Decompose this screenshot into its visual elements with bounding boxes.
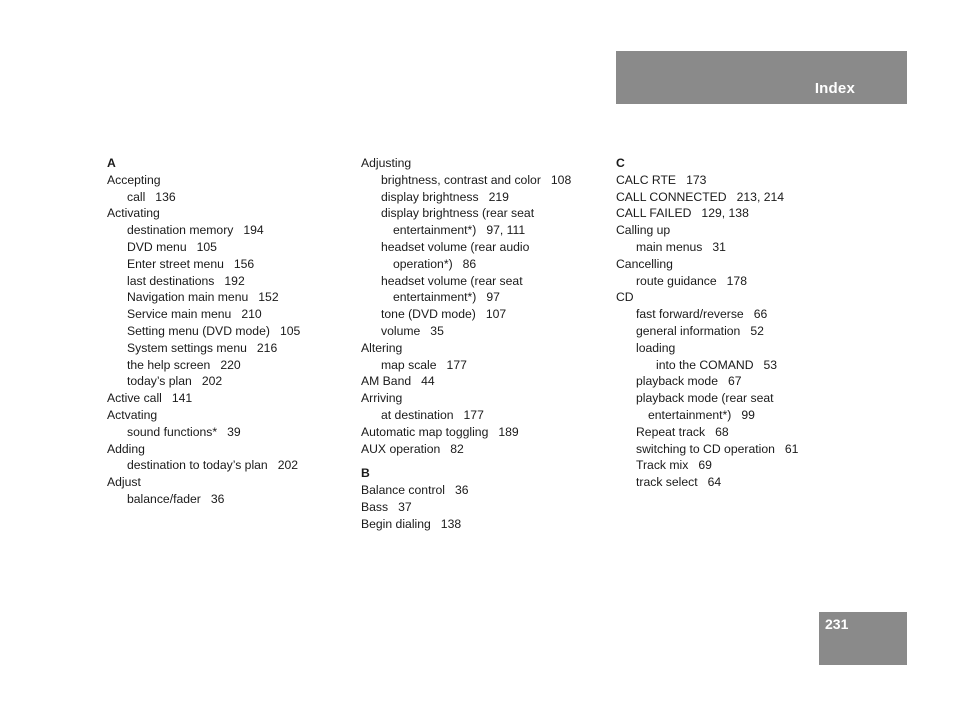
index-column-2 <box>361 155 606 533</box>
index-entry-text: Arriving <box>361 391 403 406</box>
index-entry-text: Begin dialing <box>361 516 431 531</box>
index-subentry <box>616 357 876 374</box>
index-entry <box>107 441 347 458</box>
index-entry-text: route guidance <box>636 273 717 288</box>
index-subentry <box>616 457 876 474</box>
index-entry-text: Bass <box>361 499 389 514</box>
index-subentry <box>107 373 347 390</box>
index-entry <box>107 474 347 491</box>
index-entry-text: destination memory <box>127 223 234 238</box>
index-page-ref: 192 <box>224 273 245 288</box>
index-entry <box>361 499 606 516</box>
index-page-ref: 68 <box>715 424 729 439</box>
section-gap <box>361 457 606 465</box>
index-subentry <box>616 340 876 357</box>
index-entry <box>361 155 606 172</box>
index-subentry <box>107 424 347 441</box>
index-subentry <box>107 357 347 374</box>
index-page-ref: 194 <box>243 223 264 238</box>
index-entry-text: call <box>127 189 146 204</box>
index-subentry <box>616 407 876 424</box>
index-entry-text: balance/fader <box>127 491 201 506</box>
index-entry-text: track select <box>636 475 698 490</box>
index-subentry <box>107 222 347 239</box>
index-page-ref: 189 <box>498 424 519 439</box>
index-entry-text: Adjusting <box>361 156 412 170</box>
index-page-ref: 105 <box>196 239 217 254</box>
index-page-ref: 210 <box>241 307 262 322</box>
index-entry-text: AM Band <box>361 374 412 389</box>
index-page-ref: 177 <box>446 357 467 372</box>
index-subentry <box>107 457 347 474</box>
index-entry <box>361 373 606 390</box>
index-page-ref: 53 <box>763 357 778 372</box>
index-subentry <box>361 273 606 290</box>
page-number-box <box>819 612 907 665</box>
index-page-ref: 36 <box>455 483 469 498</box>
index-entry-text: fast forward/reverse <box>636 307 744 322</box>
index-entry <box>361 482 606 499</box>
index-subentry <box>616 239 876 256</box>
index-entry-text: map scale <box>381 357 437 372</box>
index-page-ref: 129, 138 <box>701 206 749 221</box>
index-subentry <box>361 289 606 306</box>
index-subentry <box>616 306 876 323</box>
index-entry <box>616 189 876 206</box>
index-entry-text: Calling up <box>616 223 671 238</box>
index-subentry <box>361 172 606 189</box>
index-entry-text: display brightness <box>381 189 479 204</box>
index-page-ref: 86 <box>462 256 477 271</box>
index-page-ref: 152 <box>258 290 279 305</box>
index-page-ref: 219 <box>488 189 509 204</box>
index-subentry <box>616 441 876 458</box>
page-number: 231 <box>825 616 849 632</box>
index-entry-text: Setting menu (DVD mode) <box>127 323 270 338</box>
index-entry-text: destination to today’s plan <box>127 458 268 473</box>
index-subentry <box>616 424 876 441</box>
index-entry-text: Adjust <box>107 475 141 490</box>
index-page-ref: 99 <box>741 407 755 422</box>
index-page-ref: 138 <box>440 516 462 531</box>
index-page-ref: 37 <box>398 499 412 514</box>
index-page-ref: 177 <box>463 407 484 422</box>
index-column-1 <box>107 155 347 508</box>
index-subentry <box>107 189 347 206</box>
index-subentry <box>361 256 606 273</box>
index-page-ref: 202 <box>277 458 299 473</box>
index-subentry <box>616 323 876 340</box>
index-page-ref: 105 <box>279 323 301 338</box>
index-subentry <box>361 323 606 340</box>
index-entry <box>361 441 606 458</box>
index-entry <box>361 340 606 357</box>
index-entry <box>616 222 876 239</box>
index-entry-text: AUX operation <box>361 441 441 456</box>
index-entry-text: tone (DVD mode) <box>381 307 476 322</box>
index-entry-text: into the COMAND <box>656 357 754 372</box>
index-page-ref: 52 <box>750 323 764 338</box>
index-entry <box>616 172 876 189</box>
index-entry-text: the help screen <box>127 357 211 372</box>
index-subentry <box>107 256 347 273</box>
index-entry <box>361 516 606 533</box>
index-page-ref: 136 <box>155 189 176 204</box>
index-page-ref: 66 <box>753 307 768 322</box>
index-entry-text: Navigation main menu <box>127 290 249 305</box>
index-page-ref: 64 <box>707 475 722 490</box>
index-entry-text: Automatic map toggling <box>361 424 489 439</box>
index-entry-text: Balance control <box>361 483 446 498</box>
index-subentry <box>107 289 347 306</box>
header-title: Index <box>814 80 855 97</box>
index-subentry <box>616 373 876 390</box>
index-subentry <box>107 340 347 357</box>
index-page-ref: 220 <box>220 357 241 372</box>
index-subentry <box>107 323 347 340</box>
index-subentry <box>361 239 606 256</box>
index-page-ref: 61 <box>784 441 799 456</box>
index-entry-text: headset volume (rear seat <box>381 273 523 288</box>
index-page-ref: 44 <box>421 374 435 389</box>
index-entry-text: CD <box>616 290 634 305</box>
index-page-ref: 67 <box>727 374 742 389</box>
index-entry-text: Active call <box>107 391 162 406</box>
index-page-ref: 97, 111 <box>486 223 526 238</box>
index-entry-text: main menus <box>636 239 703 254</box>
index-subentry <box>616 390 876 407</box>
index-page-ref: 82 <box>450 441 464 456</box>
index-page-ref: 108 <box>550 172 572 187</box>
index-entry-text: CALL FAILED <box>616 206 692 221</box>
index-entry-text: Altering <box>361 340 403 355</box>
index-subentry <box>107 239 347 256</box>
index-entry-text: Adding <box>107 441 145 456</box>
index-entry-text: operation*) <box>393 256 453 271</box>
index-entry-text: Service main menu <box>127 307 232 322</box>
index-entry-text: last destinations <box>127 273 215 288</box>
index-subentry <box>107 273 347 290</box>
index-letter-heading: B <box>361 466 370 481</box>
index-entry <box>361 424 606 441</box>
index-entry-text: DVD menu <box>127 239 187 254</box>
index-subentry <box>616 474 876 491</box>
index-subentry <box>361 357 606 374</box>
index-page-ref: 35 <box>430 323 444 338</box>
index-entry-text: volume <box>381 323 421 338</box>
index-entry-text: playback mode (rear seat <box>636 391 774 406</box>
index-subentry <box>361 407 606 424</box>
index-entry <box>107 205 347 222</box>
index-page-ref: 107 <box>485 307 507 322</box>
index-entry-text: general information <box>636 323 741 338</box>
index-entry-text: Accepting <box>107 172 161 187</box>
index-entry-text: loading <box>636 340 676 355</box>
index-entry-text: headset volume (rear audio <box>381 239 530 254</box>
index-entry-text: today’s plan <box>127 374 192 389</box>
index-entry-text: System settings menu <box>127 340 247 355</box>
index-entry-text: playback mode <box>636 374 718 389</box>
index-letter-heading: A <box>107 156 116 170</box>
index-subentry <box>107 491 347 508</box>
index-entry-text: Cancelling <box>616 256 673 271</box>
index-entry-text: Repeat track <box>636 424 706 439</box>
index-page-ref: 173 <box>686 172 707 187</box>
index-entry <box>107 390 347 407</box>
index-page-ref: 69 <box>698 458 712 473</box>
index-entry-text: switching to CD operation <box>636 441 775 456</box>
index-entry <box>361 390 606 407</box>
index-subentry <box>616 273 876 290</box>
index-entry-text: at destination <box>381 407 454 422</box>
index-entry-text: Enter street menu <box>127 256 224 271</box>
index-page-ref: 97 <box>486 290 500 305</box>
index-entry <box>616 289 876 306</box>
index-entry-text: entertainment*) <box>393 223 477 238</box>
index-page-ref: 31 <box>712 239 726 254</box>
index-entry-text: Activating <box>107 206 160 221</box>
index-page-ref: 141 <box>171 391 193 406</box>
index-header <box>616 51 907 104</box>
index-entry-text: brightness, contrast and color <box>381 172 541 187</box>
index-entry <box>616 205 876 222</box>
index-letter-heading: C <box>616 156 625 170</box>
index-subentry <box>361 205 606 222</box>
index-entry-text: Actvating <box>107 407 158 422</box>
index-page-ref: 156 <box>233 256 255 271</box>
index-entry-text: CALL CONNECTED <box>616 189 727 204</box>
index-entry-text: display brightness (rear seat <box>381 206 535 221</box>
index-entry-text: sound functions* <box>127 424 218 439</box>
index-subentry <box>361 222 606 239</box>
index-page-ref: 39 <box>227 424 241 439</box>
index-page-ref: 213, 214 <box>736 189 785 204</box>
index-entry <box>107 172 347 189</box>
index-subentry <box>107 306 347 323</box>
index-subentry <box>361 306 606 323</box>
index-entry-text: entertainment*) <box>393 290 477 305</box>
index-page-ref: 202 <box>201 374 223 389</box>
index-page-ref: 36 <box>210 491 225 506</box>
index-column-3 <box>616 155 876 491</box>
index-entry <box>107 407 347 424</box>
index-entry-text: Track mix <box>636 458 689 473</box>
index-page-ref: 216 <box>256 340 278 355</box>
index-page-ref: 178 <box>726 273 747 288</box>
index-entry <box>616 256 876 273</box>
index-entry-text: entertainment*) <box>648 407 732 422</box>
index-entry-text: CALC RTE <box>616 172 677 187</box>
index-subentry <box>361 189 606 206</box>
